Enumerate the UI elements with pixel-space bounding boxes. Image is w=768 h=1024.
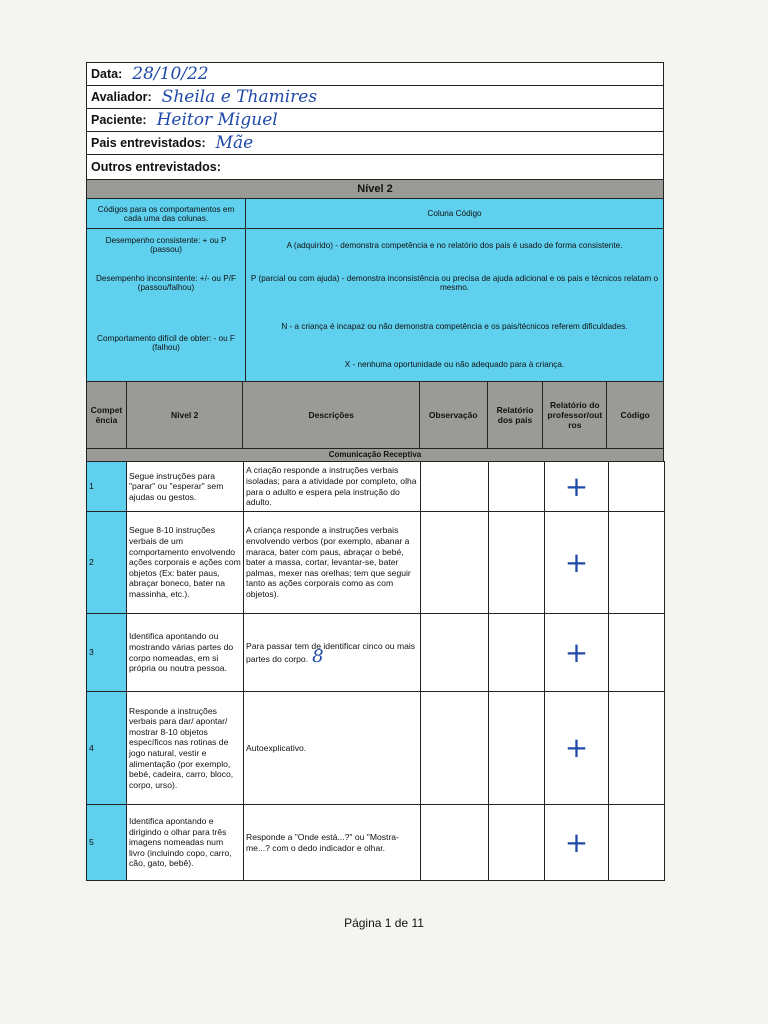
date-field bbox=[86, 62, 664, 85]
row-teacher-report bbox=[545, 614, 609, 692]
level-title: Nível 2 bbox=[86, 179, 664, 198]
others-label: Outros entrevistados: bbox=[91, 160, 221, 174]
row-description: Autoexplicativo. bbox=[244, 692, 421, 805]
assessment-form bbox=[86, 62, 664, 881]
row-observation bbox=[421, 462, 489, 512]
row-code bbox=[609, 614, 665, 692]
table-row bbox=[87, 805, 665, 881]
others-field bbox=[86, 154, 664, 179]
legend-left-1: Desempenho consistente: + ou P (passou) bbox=[105, 236, 227, 254]
plus-mark: + bbox=[564, 545, 589, 579]
row-teacher-report bbox=[545, 512, 609, 614]
row-observation bbox=[421, 805, 489, 881]
row-parents-report bbox=[489, 692, 545, 805]
table-row bbox=[87, 614, 665, 692]
row-parents-report bbox=[489, 512, 545, 614]
legend-right-header: Coluna Código bbox=[246, 199, 663, 229]
table-row bbox=[87, 462, 665, 512]
row-teacher-report bbox=[545, 692, 609, 805]
parents-label: Pais entrevistados: bbox=[91, 136, 206, 150]
row-observation bbox=[421, 692, 489, 805]
row-number: 4 bbox=[87, 692, 127, 805]
row-parents-report bbox=[489, 614, 545, 692]
row-code bbox=[609, 805, 665, 881]
row-description bbox=[244, 614, 421, 692]
evaluator-field bbox=[86, 85, 664, 108]
patient-label: Paciente: bbox=[91, 113, 147, 127]
row-code bbox=[609, 692, 665, 805]
date-label: Data: bbox=[91, 67, 123, 81]
plus-mark: + bbox=[564, 469, 589, 503]
col-nivel: Nível 2 bbox=[127, 382, 244, 448]
row-skill: Identifica apontando ou mostrando várias partes do corpo nomeadas, em si própria ou noutra pessoa. bbox=[127, 614, 244, 692]
row-number: 1 bbox=[87, 462, 127, 512]
page-number: Página 1 de 11 bbox=[344, 916, 424, 930]
row-skill: Segue 8-10 instruções verbais de um comportamento envolvendo ações corporais e ações com objetos (Ex: bater paus, abraçar boneco, bater na massinha, etc.). bbox=[127, 512, 244, 614]
table-row bbox=[87, 692, 665, 805]
handwritten-annotation: 8 bbox=[312, 645, 324, 667]
col-competencia: Compet ência bbox=[87, 382, 127, 448]
evaluator-label: Avaliador: bbox=[91, 90, 152, 104]
row-number: 3 bbox=[87, 614, 127, 692]
row-skill: Responde a instruções verbais para dar/ apontar/ mostrar 8-10 objetos específicos nas rotinas de jogo natural, vestir e alimentação (por exemplo, bebé, cadeira, carro, bloco, corpo, urso). bbox=[127, 692, 244, 805]
row-teacher-report bbox=[545, 805, 609, 881]
col-relatorio-pais: Relatório dos pais bbox=[488, 382, 544, 448]
row-number: 5 bbox=[87, 805, 127, 881]
plus-mark: + bbox=[564, 635, 589, 669]
row-code bbox=[609, 512, 665, 614]
row-teacher-report bbox=[545, 462, 609, 512]
plus-mark: + bbox=[564, 825, 589, 859]
col-descricoes: Descrições bbox=[243, 382, 419, 448]
table-row bbox=[87, 512, 665, 614]
section-title: Comunicação Receptiva bbox=[86, 448, 664, 461]
col-codigo: Código bbox=[620, 410, 650, 420]
legend-right-2: P (parcial ou com ajuda) - demonstra inconsistência ou precisa de ajuda adicional e os pais e técnicos relatam o mesmo. bbox=[250, 274, 659, 292]
patient-value: Heitor Miguel bbox=[156, 110, 278, 130]
row-number: 2 bbox=[87, 512, 127, 614]
legend-left-header: Códigos para os comportamentos em cada uma das colunas. bbox=[87, 199, 245, 229]
row-parents-report bbox=[489, 462, 545, 512]
row-observation bbox=[421, 614, 489, 692]
table-header bbox=[86, 381, 664, 448]
legend-right-1: A (adquirido) - demonstra competência e no relatório dos pais é usado de forma consistente. bbox=[286, 240, 623, 250]
row-observation bbox=[421, 512, 489, 614]
parents-value: Mãe bbox=[215, 133, 254, 153]
skills-table bbox=[86, 461, 665, 881]
col-relatorio-professor: Relatório do professor/out ros bbox=[543, 382, 607, 448]
row-skill: Segue instruções para "parar" ou "esperar" sem ajudas ou gestos. bbox=[127, 462, 244, 512]
legend-right-3: N - a criança é incapaz ou não demonstra competência e os pais/técnicos referem dificuldades. bbox=[281, 321, 628, 331]
legend-left-2: Desempenho inconsintente: +/- ou P/F (passou/falhou) bbox=[96, 274, 236, 292]
date-value: 28/10/22 bbox=[132, 64, 209, 84]
plus-mark: + bbox=[564, 731, 589, 764]
row-description: Responde a "Onde está...?" ou "Mostra-me...? com o dedo indicador e olhar. bbox=[244, 805, 421, 881]
parents-field bbox=[86, 131, 664, 154]
legend-right-4: X - nenhuma oportunidade ou não adequado para à criança. bbox=[344, 359, 565, 369]
col-observacao: Observação bbox=[420, 382, 488, 448]
patient-field bbox=[86, 108, 664, 131]
row-description: A criança responde a instruções verbais envolvendo verbos (por exemplo, abanar a maraca, bater com paus, abraçar o bebé, bater a massa, cortar, levantar-se, bater palmas, mexer nas orelhas; tem que seguir tanto as ações corporais como as com objetos). bbox=[244, 512, 421, 614]
evaluator-value: Sheila e Thamires bbox=[161, 87, 318, 107]
row-description-text: Para passar tem de identificar cinco ou mais partes do corpo. bbox=[246, 640, 416, 664]
row-description: A criação responde a instruções verbais isoladas; para a atividade por completo, olha para o adulto e espera pela instrução do adulto. bbox=[244, 462, 421, 512]
row-code bbox=[609, 462, 665, 512]
row-skill: Identifica apontando e dirigindo o olhar para três imagens nomeadas num livro (incluindo copo, carro, cão, gato, bebê). bbox=[127, 805, 244, 881]
row-parents-report bbox=[489, 805, 545, 881]
legend-left-3: Comportamento difícil de obter: - ou F (falhou) bbox=[97, 334, 235, 352]
code-legend bbox=[86, 198, 664, 381]
